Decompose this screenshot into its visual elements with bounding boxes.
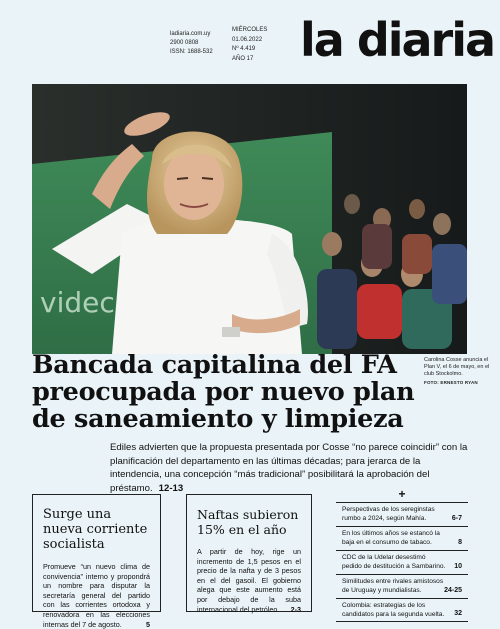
index-item-text: Colombia: estrategias de los candidatos para la segunda vuelta.: [342, 602, 445, 618]
index-item-page: 6-7: [451, 514, 462, 522]
lede-text: Ediles advierten que la propuesta presentada por Cosse “no parece coincidir” con la planificación del departamento en las últimas décadas; para jerarca de la intendencia, una concepción “más tradicional” posibilitará la aprobación del préstamo.: [110, 442, 468, 494]
index-item-page: 24-25: [444, 586, 462, 594]
weekday-text: MIÉRCOLES: [232, 27, 268, 33]
box-body: [197, 547, 301, 614]
box-title: Naftas subieron 15% en el año: [197, 507, 299, 537]
index-item[interactable]: [336, 598, 468, 622]
masthead: [0, 0, 500, 80]
index-item[interactable]: [336, 550, 468, 574]
main-photo: [32, 84, 467, 354]
index-item-text: Perspectivas de los sereginstas rumbo a 2024, según Mahía.: [342, 506, 435, 522]
box-body-text: A partir de hoy, rige un incremento de 1,5 pesos en el precio de la nafta y de 3 pesos en el del gasoil. El gobierno alega que este aumento está por debajo de la suba internacional del petróleo.: [197, 547, 301, 614]
index-item-text: En los últimos años se estancó la baja en el consumo de tabaco.: [342, 530, 440, 546]
lede-pages: 12-13: [158, 482, 184, 494]
main-lede: [110, 441, 470, 495]
index-item-page: 8: [458, 538, 462, 546]
masthead-contact: [170, 30, 213, 57]
newspaper-logo: la diaria: [300, 13, 495, 67]
index-item-page: 32: [454, 609, 462, 617]
index-item-text: Similitudes entre rivales amistosos de Uruguay y mundialistas.: [342, 578, 444, 594]
index-list: [336, 488, 468, 622]
website-text: ladiaria.com.uy: [170, 31, 211, 37]
box-page: 2-3: [290, 604, 301, 614]
issue-number: Nº 4.419: [232, 46, 256, 52]
story-box-fuel[interactable]: [186, 494, 312, 612]
issn-text: ISSN: 1688-532: [170, 49, 213, 55]
caption-text: Carolina Cosse anuncia el Plan V, el 6 de mayo, en el club Stockolmo.: [424, 357, 490, 377]
year-text: AÑO 17: [232, 55, 254, 62]
photo-credit: FOTO: ERNESTO RYAN: [424, 380, 478, 385]
box-page: 5: [146, 619, 150, 629]
main-headline[interactable]: Bancada capitalina del FA preocupada por nuevo plan de saneamiento y limpieza: [32, 350, 415, 434]
plus-icon: +: [398, 487, 406, 501]
story-box-socialist[interactable]: [32, 494, 161, 629]
svg-text:videc: videc: [40, 286, 115, 319]
masthead-issue: [232, 26, 267, 64]
index-item[interactable]: [336, 574, 468, 598]
photo-caption: [424, 357, 494, 386]
box-title: Surge una nueva corriente socialista: [43, 507, 148, 552]
box-body-text: Promueve “un nuevo clima de convivencia” interno y propondrá un nombre para disputar la secretaría general del partido con las corrientes ortodoxa y renovadora en las elecciones internas del 7 de agosto.: [43, 562, 150, 629]
index-item-text: CDC de la Udelar desestimó pedido de destitución a Sambarino.: [342, 554, 446, 570]
box-body: [43, 562, 150, 629]
index-item[interactable]: [336, 502, 468, 526]
index-item[interactable]: [336, 526, 468, 550]
date-text: 01.06.2022: [232, 36, 263, 43]
index-item-page: 10: [454, 562, 462, 570]
phone-text: 2900 0808: [170, 40, 199, 46]
